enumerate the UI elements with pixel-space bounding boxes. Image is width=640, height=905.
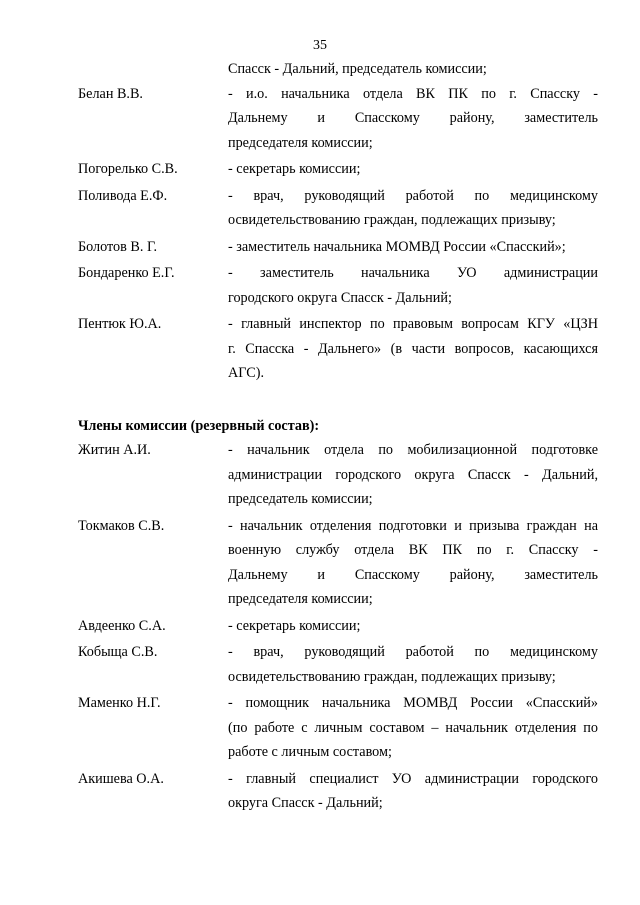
reserve-members-list [78, 438, 598, 816]
member-row [78, 261, 598, 310]
reserve-member-role-line: - главный специалист УО администрации городского [228, 770, 598, 787]
member-row [78, 235, 598, 260]
reserve-member-row [78, 514, 598, 612]
reserve-member-role-line: администрации городского округа Спасск - Дальний, [228, 466, 598, 483]
reserve-member-role [228, 514, 598, 612]
reserve-member-role-line: освидетельствованию граждан, подлежащих призыву; [228, 668, 556, 685]
reserve-member-role-line: работе с личным составом; [228, 744, 392, 760]
member-role [228, 312, 598, 386]
reserve-member-row [78, 691, 598, 765]
member-role [228, 261, 598, 310]
page-number: 35 [313, 38, 327, 53]
reserve-heading: Члены комиссии (резервный состав): [78, 417, 320, 434]
reserve-member-role-line: - секретарь комиссии; [228, 617, 361, 634]
reserve-member-role-line: - врач, руководящий работой по медицинскому [228, 644, 598, 660]
reserve-member-role [228, 640, 598, 689]
member-role-line: - и.о. начальника отдела ВК ПК по г. Спасску - [228, 85, 598, 102]
member-name: Болотов В. Г. [78, 238, 158, 255]
reserve-member-row [78, 614, 598, 639]
reserve-member-name: Токмаков С.В. [78, 517, 165, 534]
reserve-member-role [228, 767, 598, 816]
reserve-member-role-line: - начальник отделения подготовки и призыва граждан на [228, 517, 598, 534]
reserve-member-role [228, 691, 598, 765]
member-role [228, 184, 598, 233]
continuation-row [78, 57, 598, 82]
reserve-member-name: Маменко Н.Г. [78, 695, 161, 711]
member-row [78, 184, 598, 233]
member-row [78, 157, 598, 182]
member-role-line: Дальнему и Спасскому району, заместитель [228, 110, 598, 126]
member-row [78, 82, 598, 156]
member-name: Бондаренко Е.Г. [78, 265, 175, 281]
member-role-line: - заместитель начальника УО администрации [228, 265, 598, 281]
document-body [78, 57, 598, 816]
reserve-member-role-line: - начальник отдела по мобилизационной подготовке [228, 442, 598, 458]
member-role [228, 157, 598, 182]
member-role-line: - секретарь комиссии; [228, 161, 361, 177]
member-name: Белан В.В. [78, 85, 143, 102]
reserve-member-name: Житин А.И. [78, 442, 151, 458]
continuation-text: Спасск - Дальний, председатель комиссии; [228, 61, 487, 77]
member-role-line: - главный инспектор по правовым вопросам КГУ «ЦЗН [228, 316, 598, 332]
reserve-member-role-line: Дальнему и Спасскому району, заместитель [228, 566, 598, 583]
reserve-member-role-line: военную службу отдела ВК ПК по г. Спасску - [228, 542, 598, 558]
reserve-member-role-line: (по работе с личным составом – начальник отделения по [228, 719, 598, 736]
reserve-member-name: Акишева О.А. [78, 770, 164, 787]
reserve-member-row [78, 438, 598, 512]
member-role-line: председателя комиссии; [228, 134, 373, 151]
reserve-member-name: Авдеенко С.А. [78, 617, 166, 634]
member-role-line: городского округа Спасск - Дальний; [228, 289, 452, 306]
members-list [78, 82, 598, 386]
reserve-member-role-line: округа Спасск - Дальний; [228, 795, 383, 811]
reserve-member-role [228, 614, 598, 639]
reserve-member-role-line: - помощник начальника МОМВД России «Спасский» [228, 695, 598, 711]
member-role-line: - заместитель начальника МОМВД России «Спасский»; [228, 238, 566, 255]
member-name: Пентюк Ю.А. [78, 316, 162, 332]
member-role-line: г. Спасска - Дальнего» (в части вопросов, касающихся [228, 340, 598, 357]
member-role-line: - врач, руководящий работой по медицинскому [228, 187, 598, 204]
reserve-member-role [228, 438, 598, 512]
reserve-member-row [78, 640, 598, 689]
reserve-member-row [78, 767, 598, 816]
member-role [228, 82, 598, 156]
member-role-line: АГС). [228, 365, 264, 381]
member-role-line: освидетельствованию граждан, подлежащих призыву; [228, 212, 556, 228]
member-role [228, 235, 598, 260]
member-name: Поливода Е.Ф. [78, 187, 168, 204]
reserve-member-role-line: председатель комиссии; [228, 491, 373, 507]
member-row [78, 312, 598, 386]
reserve-member-role-line: председателя комиссии; [228, 591, 373, 607]
reserve-member-name: Кобыща С.В. [78, 644, 158, 660]
member-name: Погорелько С.В. [78, 161, 178, 177]
